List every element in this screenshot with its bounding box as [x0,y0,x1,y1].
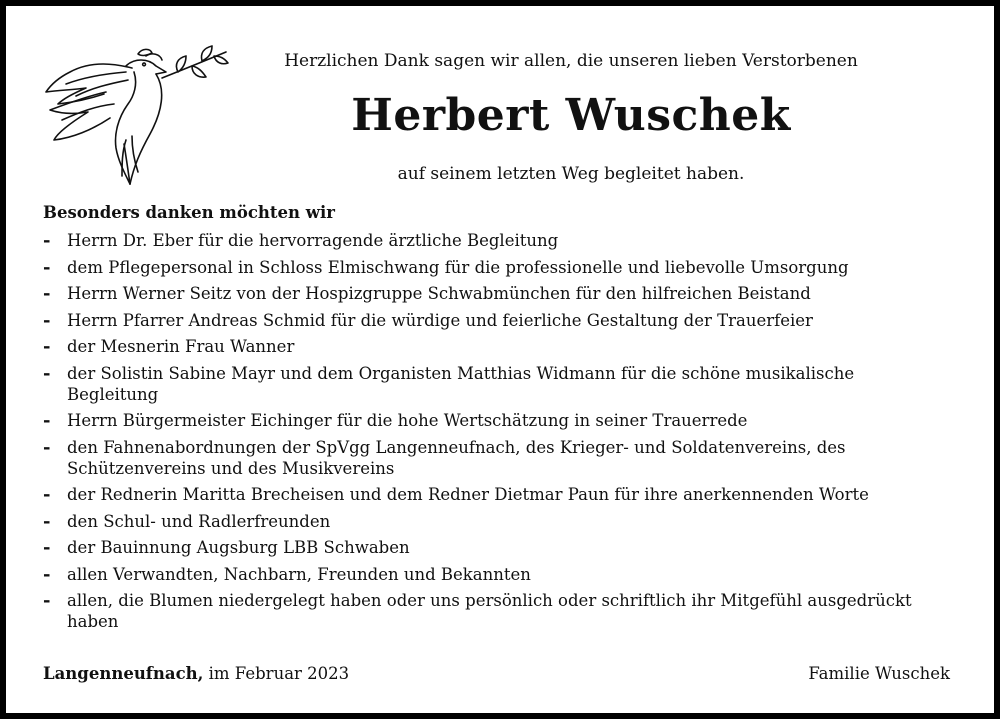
dash-bullet: - [43,484,51,505]
list-item-text: Herrn Bürgermeister Eichinger für die hohe Wertschätzung in seiner Trauerrede [67,411,748,430]
dash-bullet: - [43,230,51,251]
list-item-text: Herrn Pfarrer Andreas Schmid für die würdige und feierliche Gestaltung der Trauerfeier [67,310,813,330]
list-item-text: Herrn Dr. Eber für die hervorragende ärztliche Begleitung [67,231,559,250]
list-item [43,230,923,251]
dash-bullet: - [43,537,51,558]
dash-bullet: - [43,309,51,331]
outro-text: auf seinem letzten Weg begleitet haben. [397,164,745,184]
dash-bullet: - [43,362,51,384]
list-item [43,564,923,585]
date: im Februar 2023 [208,664,350,683]
thanks-list [43,230,923,638]
list-item-text: allen Verwandten, Nachbarn, Freunden und Bekannten [67,564,531,584]
list-item-text: dem Pflegepersonal in Schloss Elmischwang für die professionelle und liebevolle Umsorgung [67,257,849,277]
place-date [43,664,349,683]
dash-bullet: - [43,590,51,611]
list-item-text: der Rednerin Maritta Brecheisen und dem Redner Dietmar Paun für ihre anerkennenden Worte [67,485,869,504]
dash-bullet: - [43,436,51,458]
list-item-text: der Mesnerin Frau Wanner [67,337,295,356]
dash-bullet: - [43,256,51,278]
dove-icon [42,44,230,192]
list-item-text: der Solistin Sabine Mayr und dem Organisten Matthias Widmann für die schöne musikalische Begleitung [67,363,855,404]
intro-text: Herzlichen Dank sagen wir allen, die unseren lieben Verstorbenen [284,51,858,71]
list-item-text: den Schul- und Radlerfreunden [67,511,331,531]
list-item [43,537,923,558]
list-item-text: Herrn Werner Seitz von der Hospizgruppe Schwabmünchen für den hilfreichen Beistand [67,284,811,303]
list-item [43,257,923,278]
list-item [43,310,923,331]
list-item-text: der Bauinnung Augsburg LBB Schwaben [67,538,410,557]
list-item [43,590,923,632]
list-item-text: allen, die Blumen niedergelegt haben oder uns persönlich oder schriftlich ihr Mitgefühl ausgedrückt haben [67,591,912,631]
list-item [43,511,923,532]
dash-bullet: - [43,410,51,431]
list-item [43,283,923,304]
dash-bullet: - [43,283,51,304]
dash-bullet: - [43,336,51,357]
signature: Familie Wuschek [808,664,950,683]
dash-bullet: - [43,510,51,532]
list-item [43,410,923,431]
list-item [43,336,923,357]
list-item [43,363,923,405]
dash-bullet: - [43,563,51,585]
list-item [43,437,923,479]
list-item-text: den Fahnenabordnungen der SpVgg Langenneufnach, des Krieger- und Soldatenvereins, des Schützenvereins und des Musikvereins [67,437,846,478]
thanks-heading: Besonders danken möchten wir [43,203,335,222]
deceased-name: Herbert Wuschek [351,90,791,141]
place: Langenneufnach, [43,664,204,683]
list-item [43,484,923,505]
